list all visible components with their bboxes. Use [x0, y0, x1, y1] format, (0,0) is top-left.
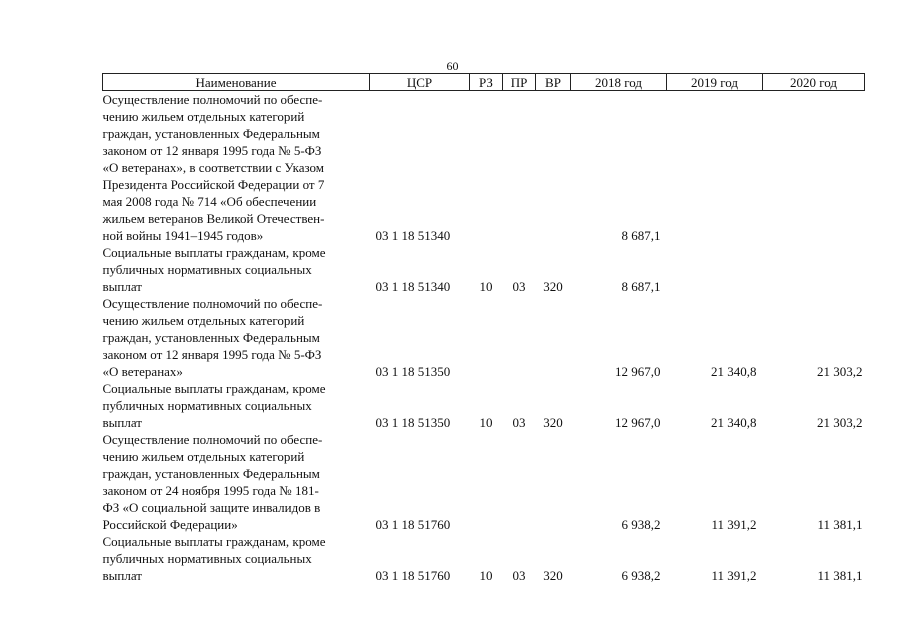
row-vr [536, 91, 571, 245]
row-pr: 03 [512, 415, 526, 430]
row-pr [503, 295, 536, 380]
row-rz [470, 295, 503, 380]
budget-table [102, 73, 865, 584]
row-2020 [763, 91, 865, 245]
table-row [103, 244, 865, 295]
row-2018: 12 967,0 [615, 364, 661, 379]
row-rz: 10 [479, 415, 493, 430]
row-rz: 10 [479, 568, 493, 583]
row-name: Осуществление полномочий по обеспе- чению жильем отдельных категорий граждан, установленных Федеральным законом от 12 января 1995 года № 5-ФЗ «О ветеранах», в соответствии с Указом Президента Российской Федерации от 7 мая 2008 года № 714 «Об обеспечении жильем ветеранов Великой Отечествен- ной войны 1941–1945 годов» [102, 92, 325, 243]
row-csr: 03 1 18 51760 [375, 568, 451, 583]
table-header-row [103, 74, 865, 91]
row-pr [503, 91, 536, 245]
row-name: Осуществление полномочий по обеспе- чению жильем отдельных категорий граждан, установленных Федеральным законом от 24 ноября 1995 года № 181- ФЗ «О социальной защите инвалидов в Российской Федерации» [102, 432, 323, 532]
row-2019: 21 340,8 [711, 415, 757, 430]
header-2020: 2020 год [763, 74, 865, 91]
row-pr: 03 [512, 279, 526, 294]
table-row [103, 295, 865, 380]
row-2020: 21 303,2 [817, 364, 863, 379]
header-rz: РЗ [470, 74, 503, 91]
row-vr: 320 [543, 415, 563, 430]
row-2020 [763, 244, 865, 295]
row-2018: 6 938,2 [621, 517, 661, 532]
row-csr: 03 1 18 51760 [375, 517, 451, 532]
row-name: Социальные выплаты гражданам, кроме публичных нормативных социальных выплат [102, 381, 326, 430]
table-row [103, 91, 865, 245]
row-csr: 03 1 18 51350 [375, 415, 451, 430]
row-name: Осуществление полномочий по обеспе- чению жильем отдельных категорий граждан, установленных Федеральным законом от 12 января 1995 года № 5-ФЗ «О ветеранах» [102, 296, 323, 379]
row-csr: 03 1 18 51340 [375, 279, 451, 294]
row-pr: 03 [512, 568, 526, 583]
row-2019: 21 340,8 [711, 364, 757, 379]
row-pr [503, 431, 536, 533]
row-vr [536, 431, 571, 533]
table-row [103, 431, 865, 533]
table-row [103, 533, 865, 584]
row-2020: 11 381,1 [817, 517, 863, 532]
row-2018: 6 938,2 [621, 568, 661, 583]
row-rz [470, 431, 503, 533]
row-csr: 03 1 18 51340 [375, 228, 451, 243]
row-2019: 11 391,2 [711, 517, 757, 532]
row-name: Социальные выплаты гражданам, кроме публичных нормативных социальных выплат [102, 245, 326, 294]
page-number: 60 [446, 59, 459, 73]
table-row [103, 380, 865, 431]
header-name: Наименование [103, 74, 370, 91]
row-rz: 10 [479, 279, 493, 294]
row-2019 [667, 244, 763, 295]
header-2018: 2018 год [571, 74, 667, 91]
row-2018: 12 967,0 [615, 415, 661, 430]
row-2019 [667, 91, 763, 245]
row-2020: 21 303,2 [817, 415, 863, 430]
row-vr: 320 [543, 568, 563, 583]
row-2020: 11 381,1 [817, 568, 863, 583]
header-2019: 2019 год [667, 74, 763, 91]
header-vr: ВР [536, 74, 571, 91]
row-rz [470, 91, 503, 245]
row-csr: 03 1 18 51350 [375, 364, 451, 379]
row-name: Социальные выплаты гражданам, кроме публичных нормативных социальных выплат [102, 534, 326, 583]
row-2018: 8 687,1 [621, 228, 661, 243]
row-2018: 8 687,1 [621, 279, 661, 294]
row-vr [536, 295, 571, 380]
row-2019: 11 391,2 [711, 568, 757, 583]
row-vr: 320 [543, 279, 563, 294]
header-csr: ЦСР [370, 74, 470, 91]
header-pr: ПР [503, 74, 536, 91]
